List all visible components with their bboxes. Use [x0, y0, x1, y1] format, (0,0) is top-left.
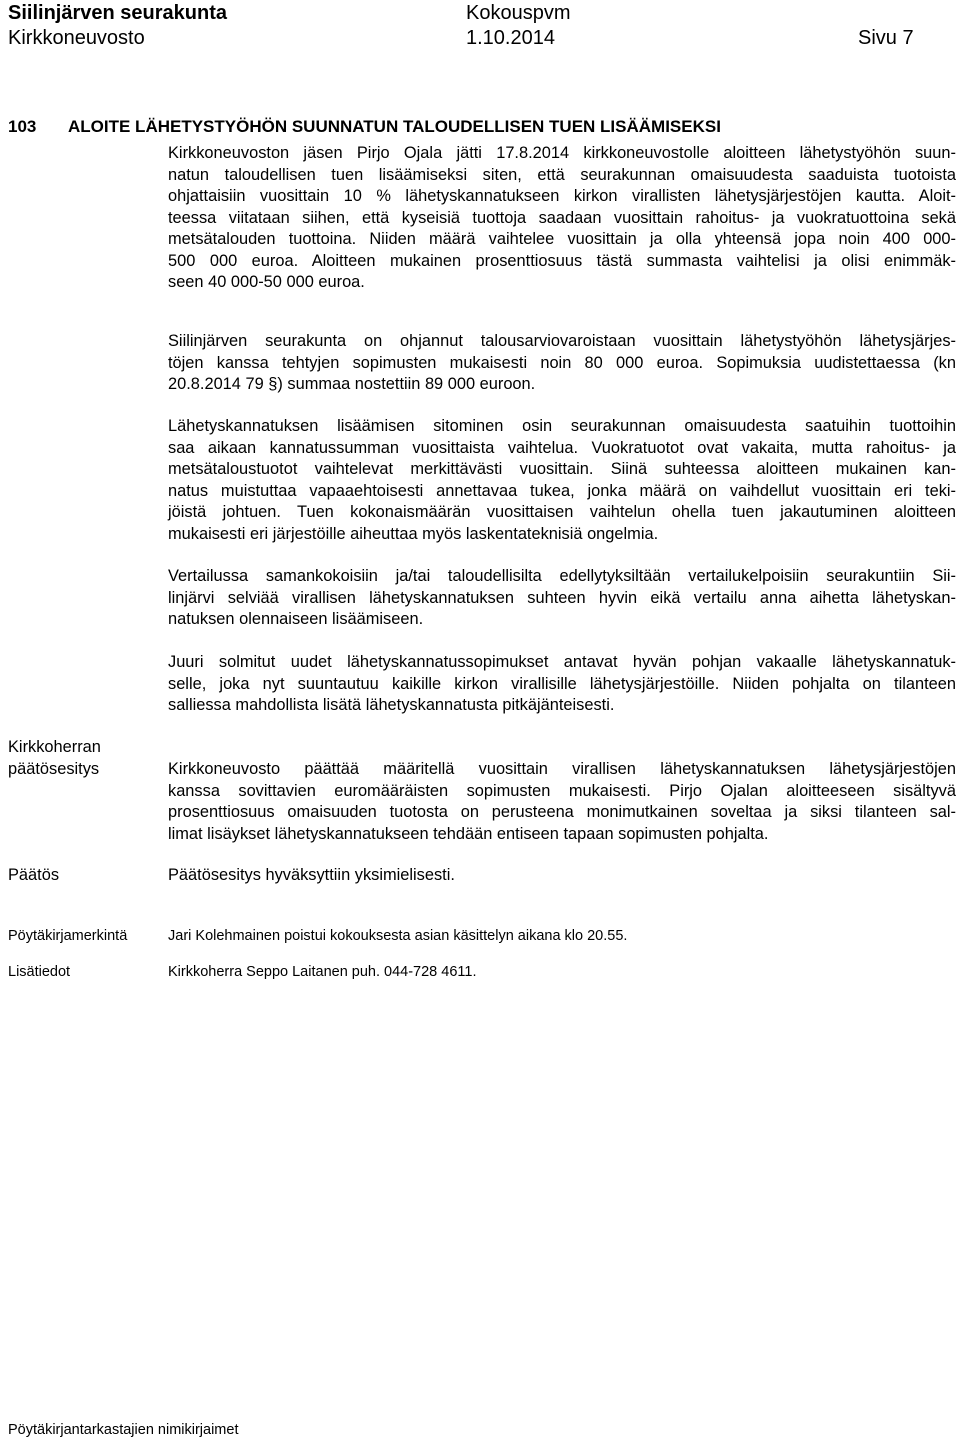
additional-info-line: Kirkkoherra Seppo Laitanen puh. 044-728 4611. [168, 964, 477, 980]
paragraph-line: natun taloudellisen tuen lisäämiseksi siten, että seurakunnan omaisuudesta saaduista tuotoista [168, 165, 956, 184]
paragraph-line: Lähetyskannatuksen lisäämisen sitominen osin seurakunnan omaisuudesta saatuihin tuottoihin [168, 417, 956, 435]
meeting-date-label: Kokouspvm [466, 2, 571, 24]
paragraph-line: jöistä johtuen. Tuen kokonaismäärän vuosittaisen vaihtelun ohella tuen jakautuminen aloitteen [168, 503, 956, 521]
paragraph-line: metsätaloustuotot vaihtelevat merkittävästi vuosittain. Siinä suhteessa aloitteen mukainen kan- [168, 460, 956, 478]
paragraph-comparison [168, 566, 956, 631]
proposal-label-line: päätösesitys [8, 759, 100, 778]
section-heading [8, 117, 721, 137]
proposal-line: kanssa sovittavien euromääräisten sopimusten mukaisesti. Pirjo Ojalan aloitteeseen sisältyvä [168, 781, 956, 800]
minutes-note-label: Pöytäkirjamerkintä [8, 928, 128, 944]
organization-name: Siilinjärven seurakunta [8, 2, 227, 24]
proposal-text [168, 759, 956, 845]
paragraph-line: seen 40 000-50 000 euroa. [168, 273, 365, 291]
paragraph-line: mukaisesti eri järjestöille aiheuttaa myös laskentateknisiä ongelmia. [168, 524, 659, 543]
paragraph-line: natuksen olennaiseen lisäämiseen. [168, 610, 424, 628]
governing-body-name: Kirkkoneuvosto [8, 27, 145, 49]
additional-info-text [168, 962, 956, 984]
paragraph-line: teessa viitataan siihen, että kyseisiä tuottoja saadaan vuosittain rahoitus- ja vuokratuottoina sekä [168, 208, 956, 227]
paragraph-line: natus muistuttaa vapaaehtoisesti annettavaa tukea, jonka määrä on vaihdellut vuosittain eri teki- [168, 481, 956, 500]
paragraph-line: selle, joka nyt suuntautuu kaikille kirkon virallisille lähetysjärjestöille. Niiden pohjalta on tilanteen [168, 674, 956, 693]
paragraph-line: metsätalouden tuottoina. Niiden määrä vaihtelee vuosittain ja olla yhteensä jopa noin 400 000- [168, 230, 956, 248]
decision-line: Päätösesitys hyväksyttiin yksimielisesti. [168, 866, 455, 884]
paragraph-line: ohjattaisiin vuosittain 10 % lähetyskannatukseen kirkon virallisten lähetysjärjestöjen kautta. Aloit- [168, 187, 956, 205]
section-title: ALOITE LÄHETYSTYÖHÖN SUUNNATUN TALOUDELLISEN TUEN LISÄÄMISEKSI [68, 117, 721, 136]
proposal-line: Kirkkoneuvosto päättää määritellä vuosittain virallisen lähetyskannatuksen lähetysjärjestöjen [168, 760, 956, 778]
paragraph-line: saa aikaan kannatussumman vuosittaista vaihtelua. Vuokratuotot ovat vakaita, mutta rahoitus- ja [168, 438, 956, 457]
minutes-note-line: Jari Kolehmainen poistui kokouksesta asian käsittelyn aikana klo 20.55. [168, 928, 628, 944]
section-number: 103 [8, 117, 37, 136]
paragraph-line: 500 000 euroa. Aloitteen mukainen prosenttiosuus tästä summasta vaihtelisi ja olisi enimmäk- [168, 251, 956, 270]
paragraph-variation [168, 416, 956, 545]
paragraph-new-agreements [168, 652, 956, 717]
paragraph-line: Vertailussa samankokoisiin ja/tai taloudellisilta edellytyksiltään vertailukelpoisiin seurakuntiin Sii- [168, 567, 956, 585]
paragraph-line: Siilinjärven seurakunta on ohjannut talousarviovaroistaan vuosittain lähetystyöhön lähetysjärjes- [168, 332, 956, 350]
proposal-label [8, 737, 101, 780]
meeting-date: 1.10.2014 [466, 27, 555, 49]
footer-initials: Pöytäkirjantarkastajien nimikirjaimet [8, 1422, 239, 1438]
proposal-line: prosenttiosuus omaisuuden tuotosta on perusteena monimutkainen soveltaa ja siksi tilanteen sal- [168, 803, 956, 821]
paragraph-current-funding [168, 331, 956, 396]
paragraph-line: Juuri solmitut uudet lähetyskannatussopimukset antavat hyvän pohjan vakaalle lähetyskannatuk- [168, 653, 956, 671]
proposal-line: limat lisäykset lähetyskannatukseen tehdään entiseen tapaan sopimusten pohjalta. [168, 824, 769, 843]
decision-text [168, 865, 956, 887]
additional-info-label: Lisätiedot [8, 964, 71, 980]
paragraph-line: Kirkkoneuvoston jäsen Pirjo Ojala jätti 17.8.2014 kirkkoneuvostolle aloitteen lähetystyöhön suun- [168, 144, 956, 162]
paragraph-line: linjärvi selviää virallisen lähetyskannatuksen suhteen hyvin eikä vertailu anna aihetta lähetyskan- [168, 588, 956, 607]
minutes-note-text [168, 926, 956, 948]
decision-label: Päätös [8, 866, 60, 884]
page-number: Sivu 7 [858, 27, 914, 49]
paragraph-initiative [168, 143, 956, 294]
proposal-label-line: Kirkkoherran [8, 738, 101, 756]
paragraph-line: 20.8.2014 79 §) summaa nostettiin 89 000 euroon. [168, 375, 536, 393]
paragraph-line: salliessa mahdollista lisätä lähetyskannatusta pitkäjänteisesti. [168, 696, 615, 714]
paragraph-line: töjen kanssa tehtyjen sopimusten mukaisesti noin 80 000 euroa. Sopimuksia uudistettaessa (kn [168, 353, 956, 372]
